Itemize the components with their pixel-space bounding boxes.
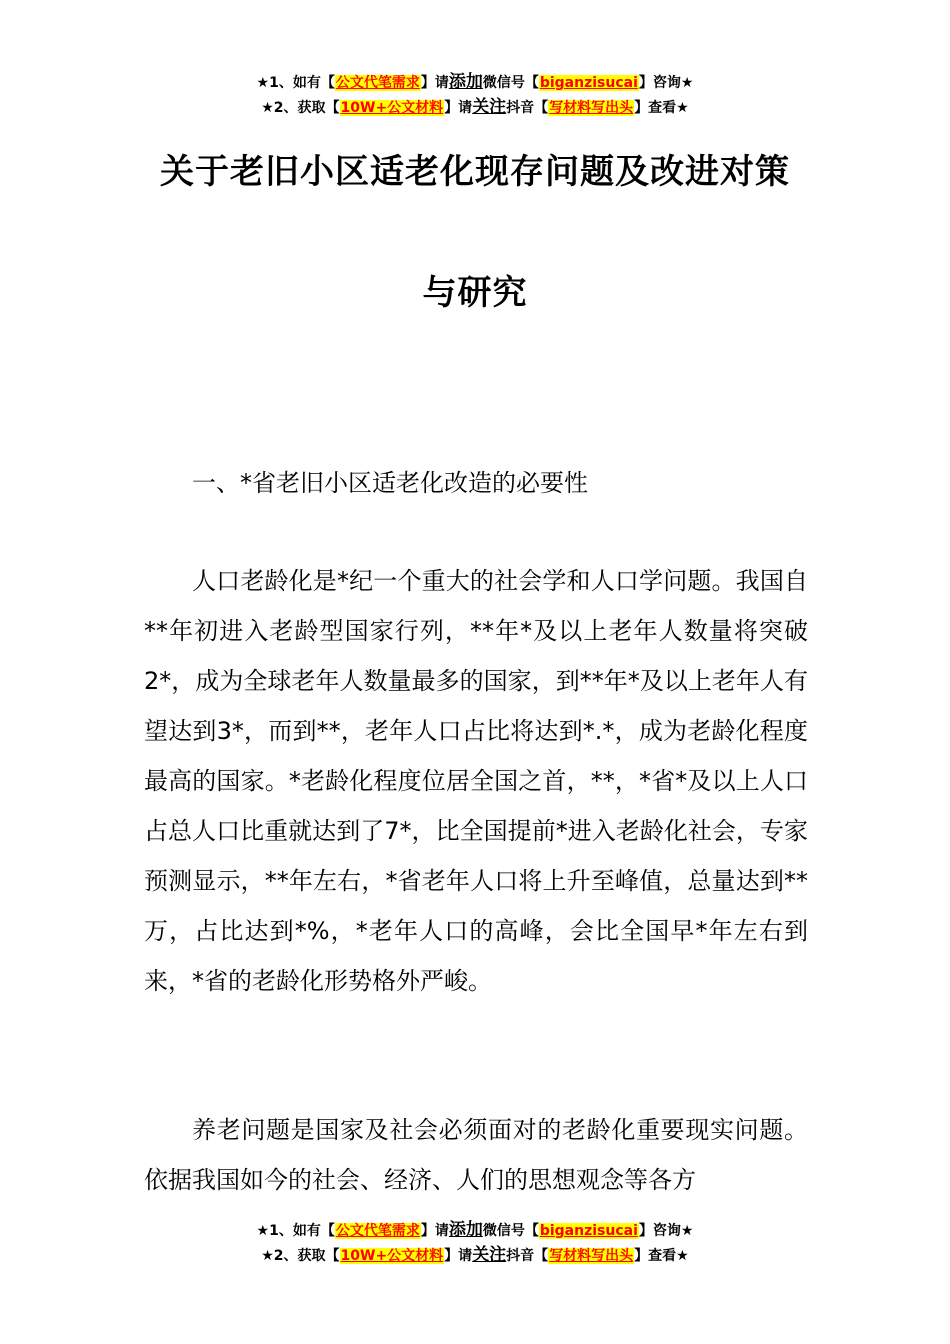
promo-text: 】请	[444, 1248, 473, 1264]
promo-line-2	[0, 95, 950, 120]
promo-highlight: 写材料写出头	[549, 100, 634, 116]
promo-text: 】查看★	[634, 1248, 689, 1264]
promo-highlight: biganzisucai	[539, 75, 638, 91]
promo-highlight: 写材料写出头	[549, 1248, 634, 1264]
paragraph-1: 人口老龄化是*纪一个重大的社会学和人口学问题。我国自**年初进入老龄型国家行列，**年*及以上老年人数量将突破2*，成为全球老年人数量最多的国家，到**年*及以上老年人有望达到3*，而到**，老年人口占比将达到*.*，成为老龄化程度最高的国家。*老龄化程度位居全国之首，**，*省*及以上人口占总人口比重就达到了7*，比全国提前*进入老龄化社会，专家预测显示，**年左右，*省老年人口将上升至峰值，总量达到**万，占比达到*%，*老年人口的高峰，会比全国早*年左右到来，*省的老龄化形势格外严峻。	[144, 567, 808, 995]
promo-text: 】咨询★	[638, 75, 694, 91]
promo-text: 抖音【	[506, 1248, 549, 1264]
section-heading: 一、*省老旧小区适老化改造的必要性	[192, 469, 588, 497]
promo-text: 抖音【	[506, 100, 549, 116]
promo-text: 微信号【	[482, 75, 539, 91]
promo-line-2	[0, 1243, 950, 1268]
promo-text: 】请	[444, 100, 473, 116]
promo-emphasis: 添加	[448, 72, 483, 92]
promo-highlight: biganzisucai	[539, 1223, 638, 1239]
promo-highlight: 公文代笔需求	[335, 1223, 420, 1239]
promo-emphasis: 关注	[472, 1245, 507, 1265]
promo-line-1	[0, 1218, 950, 1243]
document-title-line-2: 与研究	[422, 273, 528, 313]
promo-line-1	[0, 70, 950, 95]
promo-footer-bottom	[0, 1218, 950, 1268]
promo-text: ★2、获取【	[261, 1248, 340, 1264]
promo-text: 】咨询★	[638, 1223, 694, 1239]
promo-text: ★1、如有【	[256, 1223, 335, 1239]
promo-text: ★2、获取【	[261, 100, 340, 116]
document-title-line-1: 关于老旧小区适老化现存问题及改进对策	[160, 152, 790, 192]
promo-text: 】请	[420, 75, 449, 91]
promo-text: 】请	[420, 1223, 449, 1239]
promo-header-top	[0, 70, 950, 120]
promo-text: ★1、如有【	[256, 75, 335, 91]
promo-highlight: 10W+公文材料	[340, 1248, 444, 1264]
promo-text: 】查看★	[634, 100, 689, 116]
paragraph-2: 养老问题是国家及社会必须面对的老龄化重要现实问题。依据我国如今的社会、经济、人们的思想观念等各方	[144, 1116, 808, 1194]
promo-highlight: 10W+公文材料	[340, 100, 444, 116]
promo-emphasis: 关注	[472, 97, 507, 117]
promo-highlight: 公文代笔需求	[335, 75, 420, 91]
promo-text: 微信号【	[482, 1223, 539, 1239]
promo-emphasis: 添加	[448, 1220, 483, 1240]
